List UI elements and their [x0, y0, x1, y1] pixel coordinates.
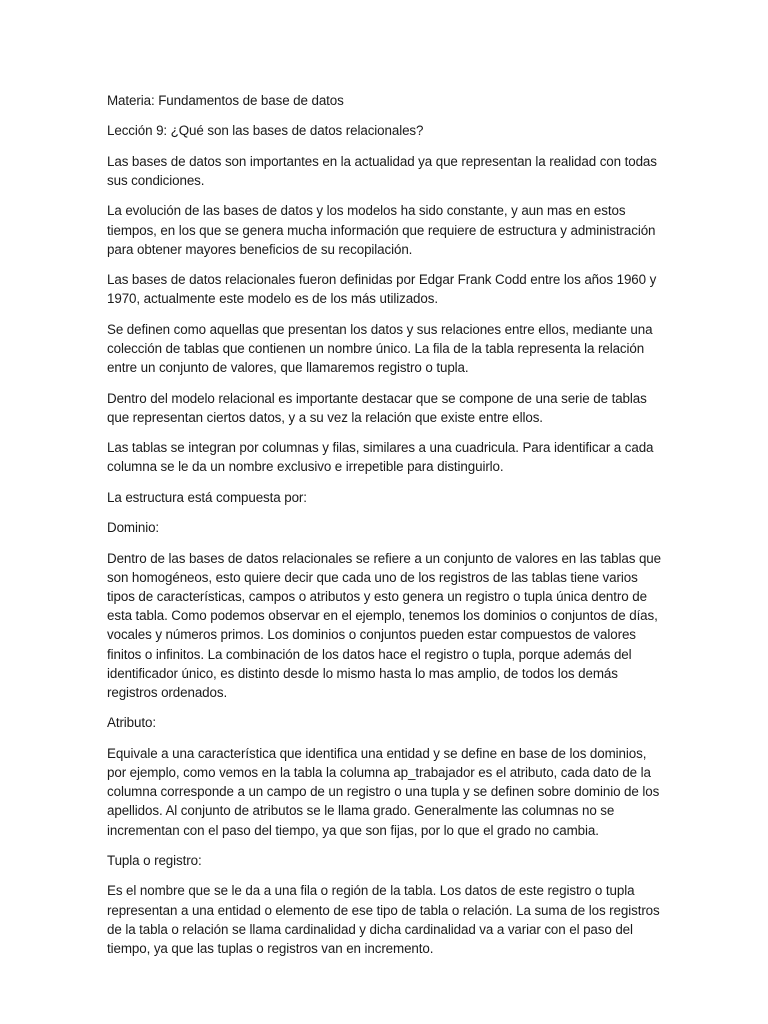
paragraph-dominio: Dentro de las bases de datos relacionales se refiere a un conjunto de valores en las tablas que son homogéneos, esto quiere decir que cada uno de los registros de las tablas tiene varios tipos de características, campos o atributos y esto genera un registro o tupla única dentro de esta tabla. Como podemos observar en el ejemplo, tenemos los dominios o conjuntos de días, vocales y números primos. Los dominios o conjuntos pueden estar compuestos de valores finitos o infinitos. La combinación de los datos hace el registro o tupla, porque además del identificador único, es distinto desde lo mismo hasta lo mas amplio, de todos los demás registros ordenados. [107, 550, 662, 700]
paragraph-definition: Se definen como aquellas que presentan los datos y sus relaciones entre ellos, mediante una colección de tablas que contienen un nombre único. La fila de la tabla representa la relación entre un conjunto de valores, que llamaremos registro o tupla. [107, 321, 653, 376]
subject-line: Materia: Fundamentos de base de datos [107, 93, 344, 108]
paragraph-structure-intro: La estructura está compuesta por: [107, 489, 307, 505]
document-page [107, 91, 663, 969]
heading-tupla: Tupla o registro: [107, 852, 202, 868]
paragraph-importance: Las bases de datos son importantes en la actualidad ya que representan la realidad con todas sus condiciones. [107, 153, 657, 188]
paragraph-relational-model: Dentro del modelo relacional es importante destacar que se compone de una serie de tablas que representan ciertos datos, y a su vez la relación que existe entre ellos. [107, 390, 647, 425]
lesson-title: Lección 9: ¿Qué son las bases de datos relacionales? [107, 123, 424, 139]
paragraph-evolution: La evolución de las bases de datos y los modelos ha sido constante, y aun mas en estos tiempos, en los que se genera mucha información que requiere de estructura y administración para obtener mayores beneficios de su recopilación. [107, 203, 656, 257]
heading-atributo: Atributo: [107, 715, 156, 731]
heading-dominio: Dominio: [107, 520, 160, 536]
paragraph-codd: Las bases de datos relacionales fueron definidas por Edgar Frank Codd entre los años 1960 y 1970, actualmente este modelo es de los más utilizados. [107, 272, 657, 307]
paragraph-atributo: Equivale a una característica que identifica una entidad y se define en base de los dominios, por ejemplo, como vemos en la tabla la columna ap_trabajador es el atributo, cada dato de la columna corresponde a un campo de un registro o una tupla y se definen sobre dominio de los apellidos. Al conjunto de atributos se le llama grado. Generalmente las columnas no se incrementan con el paso del tiempo, ya que son fijas, por lo que el grado no cambia. [107, 745, 660, 838]
paragraph-tables: Las tablas se integran por columnas y filas, similares a una cuadricula. Para identificar a cada columna se le da un nombre exclusivo e irrepetible para distinguirlo. [107, 440, 654, 475]
paragraph-tupla: Es el nombre que se le da a una fila o región de la tabla. Los datos de este registro o tupla representan a una entidad o elemento de ese tipo de tabla o relación. La suma de los registros de la tabla o relación se llama cardinalidad y dicha cardinalidad va a variar con el paso del tiempo, ya que las tuplas o registros van en incremento. [107, 883, 660, 956]
